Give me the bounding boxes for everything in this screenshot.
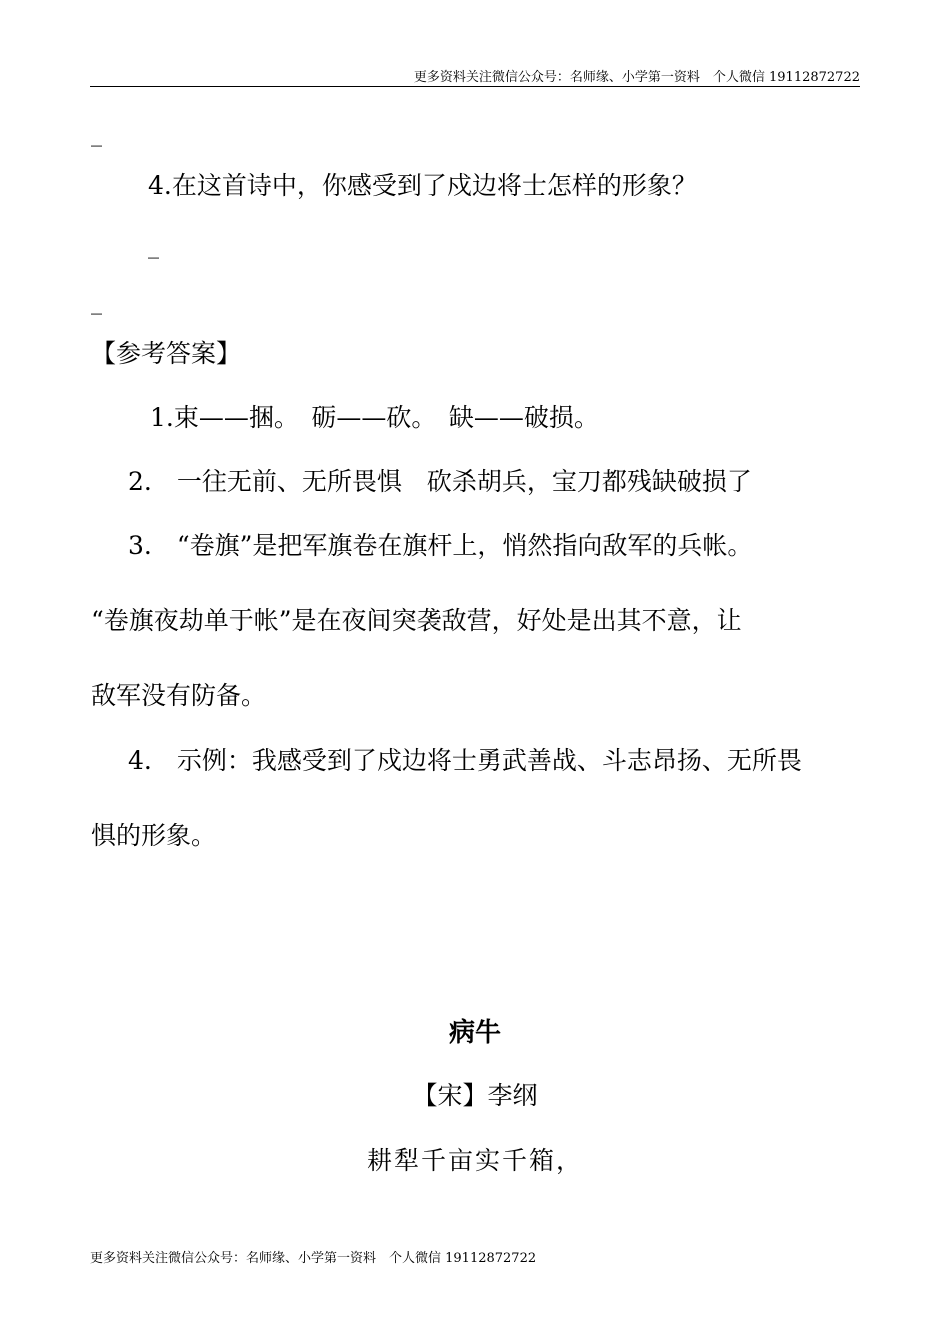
answer-blank-line: _ [91,122,102,147]
answer-3-line-3: 敌军没有防备。 [91,681,267,710]
answer-blank-line: _ [148,234,159,259]
answer-3-line-2: “卷旗夜劫单于帐”是在夜间突袭敌营，好处是出其不意，让 [91,606,742,635]
answer-2: 2. 一往无前、无所畏惧 砍杀胡兵，宝刀都残缺破损了 [128,467,752,496]
page-header: 更多资料关注微信公众号：名师缘、小学第一资料 个人微信 19112872722 [413,70,860,85]
poem-line-1: 耕犁千亩实千箱， [366,1146,583,1175]
page-footer: 更多资料关注微信公众号：名师缘、小学第一资料 个人微信 19112872722 [90,1251,537,1266]
poem-author: 【宋】李纲 [412,1081,538,1110]
answer-heading: 【参考答案】 [91,339,242,368]
answer-3-line-1: 3. “卷旗”是把军旗卷在旗杆上，悄然指向敌军的兵帐。 [128,531,753,560]
poem-title: 病牛 [448,1018,501,1048]
header-divider [90,86,860,87]
question-4: 4.在这首诗中，你感受到了戍边将士怎样的形象？ [148,171,697,200]
answer-1: 1.束——捆。 砺——砍。 缺——破损。 [150,403,599,432]
answer-4-line-1: 4. 示例：我感受到了戍边将士勇武善战、斗志昂扬、无所畏 [128,746,802,775]
answer-4-line-2: 惧的形象。 [91,821,217,850]
answer-blank-line: _ [91,290,102,315]
